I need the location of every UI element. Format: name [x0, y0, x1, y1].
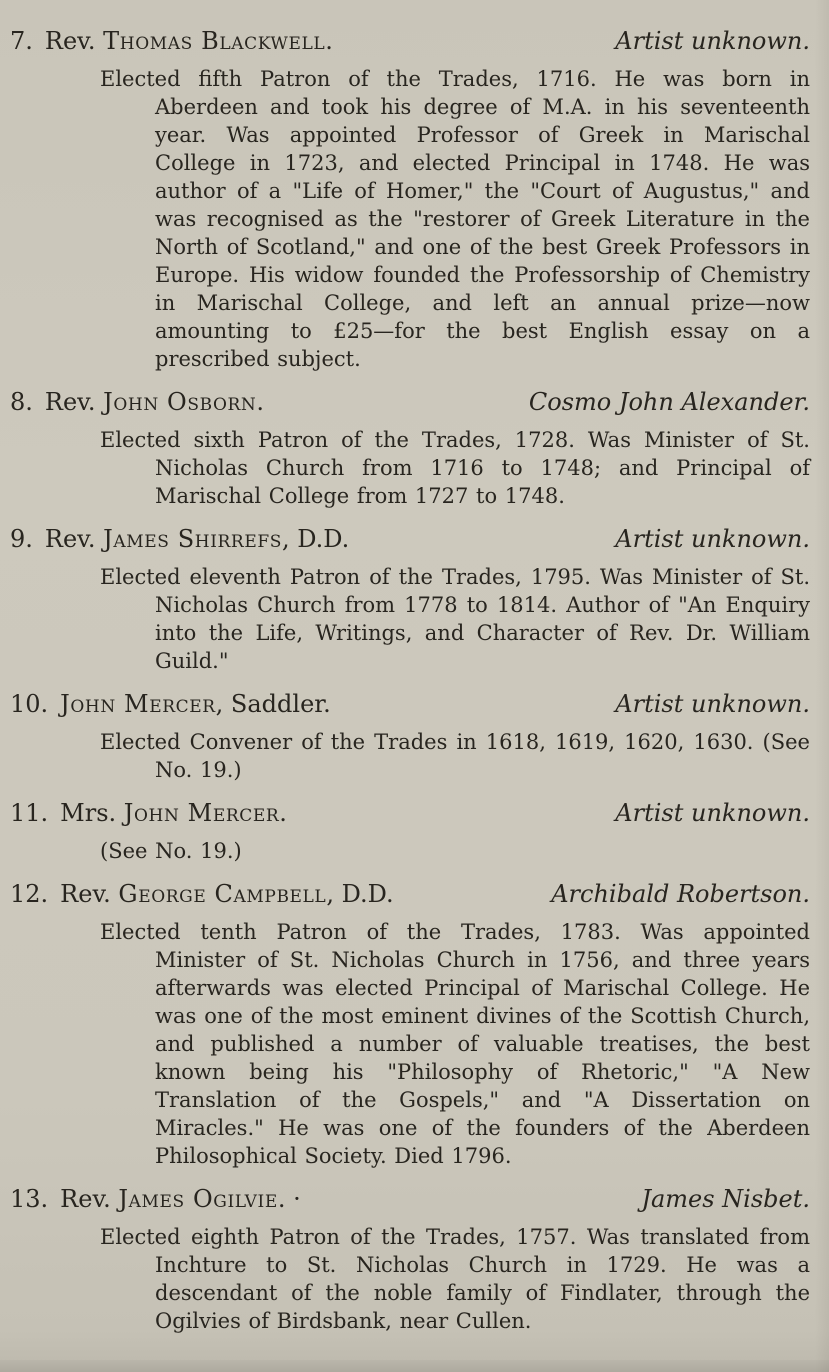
entry-title-prefix: Mrs.: [60, 799, 124, 827]
entry-person-name: John Mercer: [60, 690, 216, 718]
entry-description: Elected Convener of the Trades in 1618, 1619, 1620, 1630. (See No. 19.): [100, 730, 810, 782]
entry-title: [10, 1184, 301, 1214]
entry-title: [10, 387, 264, 417]
entry-body: [10, 1223, 810, 1335]
entry-person-name: James Shirrefs: [103, 525, 282, 553]
entry-person-name: James Ogilvie: [118, 1185, 278, 1213]
entry-title-prefix: Rev.: [44, 27, 104, 55]
artist-attribution: Artist unknown.: [615, 525, 810, 553]
portrait-entry-13: [10, 1184, 810, 1335]
entry-body: [10, 65, 810, 373]
artist-attribution: Artist unknown.: [615, 799, 810, 827]
entry-title-suffix: .: [256, 388, 265, 416]
portrait-entry-7: [10, 26, 810, 373]
entry-number: 10.: [10, 690, 49, 718]
portrait-entry-12: [10, 879, 810, 1170]
artist-attribution: James Nisbet.: [641, 1185, 810, 1213]
entry-number: 13.: [10, 1185, 49, 1213]
entry-title-suffix: , Saddler.: [215, 690, 331, 718]
entry-number: 9.: [10, 525, 33, 553]
entry-heading: [10, 879, 810, 909]
artist-attribution: Archibald Robertson.: [551, 880, 810, 908]
portrait-entry-11: [10, 798, 810, 865]
entry-title: [10, 689, 331, 719]
entry-title-prefix: Rev.: [60, 880, 119, 908]
entry-title-suffix: , D.D.: [326, 880, 394, 908]
entry-number: 8.: [10, 388, 33, 416]
entry-title-suffix: .: [325, 27, 333, 55]
entry-body: [10, 563, 810, 675]
entry-number: 7.: [10, 27, 33, 55]
entry-title-suffix: , D.D.: [281, 525, 350, 553]
entry-number: 12.: [10, 880, 49, 908]
entry-title-suffix: . ·: [277, 1185, 301, 1213]
entry-title: [10, 26, 333, 56]
entry-description: Elected tenth Patron of the Trades, 1783. Was appointed Minister of St. Nicholas Church in 1756, and three years afterwards was elected Principal of Marischal College. He was one of the most eminent divines of the Scottish Church, and published a number of valuable treatises, the best known being his "Philosophy of Rhetoric," "A New Translation of the Gospels," and "A Dissertation on Miracles." He was one of the founders of the Aberdeen Philosophical Society. Died 1796.: [100, 920, 810, 1168]
entry-description: Elected sixth Patron of the Trades, 1728. Was Minister of St. Nicholas Church from 1716 to 1748; and Principal of Marischal College from 1727 to 1748.: [100, 428, 810, 508]
artist-attribution: Artist unknown.: [615, 690, 810, 718]
portrait-entry-9: [10, 524, 810, 675]
entry-body: [10, 837, 810, 865]
page-bottom-edge: [0, 1360, 829, 1372]
entry-heading: [10, 689, 810, 719]
entry-body: [10, 918, 810, 1170]
portrait-entry-10: [10, 689, 810, 784]
entry-title-prefix: Rev.: [44, 388, 104, 416]
artist-attribution: Cosmo John Alexander.: [528, 388, 810, 416]
entry-person-name: John Mercer: [123, 799, 280, 827]
entry-title-prefix: Rev.: [44, 525, 104, 553]
entry-description: (See No. 19.): [100, 839, 242, 863]
entry-description: Elected eighth Patron of the Trades, 1757. Was translated from Inchture to St. Nicholas Church in 1729. He was a descendant of the noble family of Findlater, through the Ogilvies of Birdsbank, near Cullen.: [100, 1225, 810, 1333]
entry-description: Elected fifth Patron of the Trades, 1716. He was born in Aberdeen and took his degree of M.A. in his seventeenth year. Was appointed Professor of Greek in Marischal College in 1723, and elected Principal in 1748. He was author of a "Life of Homer," the "Court of Augustus," and was recognised as the "restorer of Greek Literature in the North of Scotland," and one of the best Greek Professors in Europe. His widow founded the Professorship of Chemistry in Marischal College, and left an annual prize—now amounting to £25—for the best English essay on a prescribed subject.: [100, 67, 810, 371]
entry-heading: [10, 1184, 810, 1214]
entry-title-prefix: Rev.: [60, 1185, 119, 1213]
entry-description: Elected eleventh Patron of the Trades, 1795. Was Minister of St. Nicholas Church from 1778 to 1814. Author of "An Enquiry into the Life, Writings, and Character of Rev. Dr. William Guild.": [100, 565, 810, 673]
entry-title-suffix: .: [279, 799, 287, 827]
entry-heading: [10, 798, 810, 828]
entry-heading: [10, 26, 810, 56]
entry-title: [10, 524, 349, 554]
entry-body: [10, 728, 810, 784]
entry-body: [10, 426, 810, 510]
artist-attribution: Artist unknown.: [615, 27, 810, 55]
entry-person-name: George Campbell: [118, 880, 327, 908]
entry-heading: [10, 387, 810, 417]
entry-heading: [10, 524, 810, 554]
entry-title: [10, 798, 287, 828]
portrait-entry-8: [10, 387, 810, 510]
entry-number: 11.: [10, 799, 49, 827]
entry-person-name: Thomas Blackwell: [103, 27, 326, 55]
entry-title: [10, 879, 394, 909]
entry-person-name: John Osborn: [103, 388, 257, 416]
